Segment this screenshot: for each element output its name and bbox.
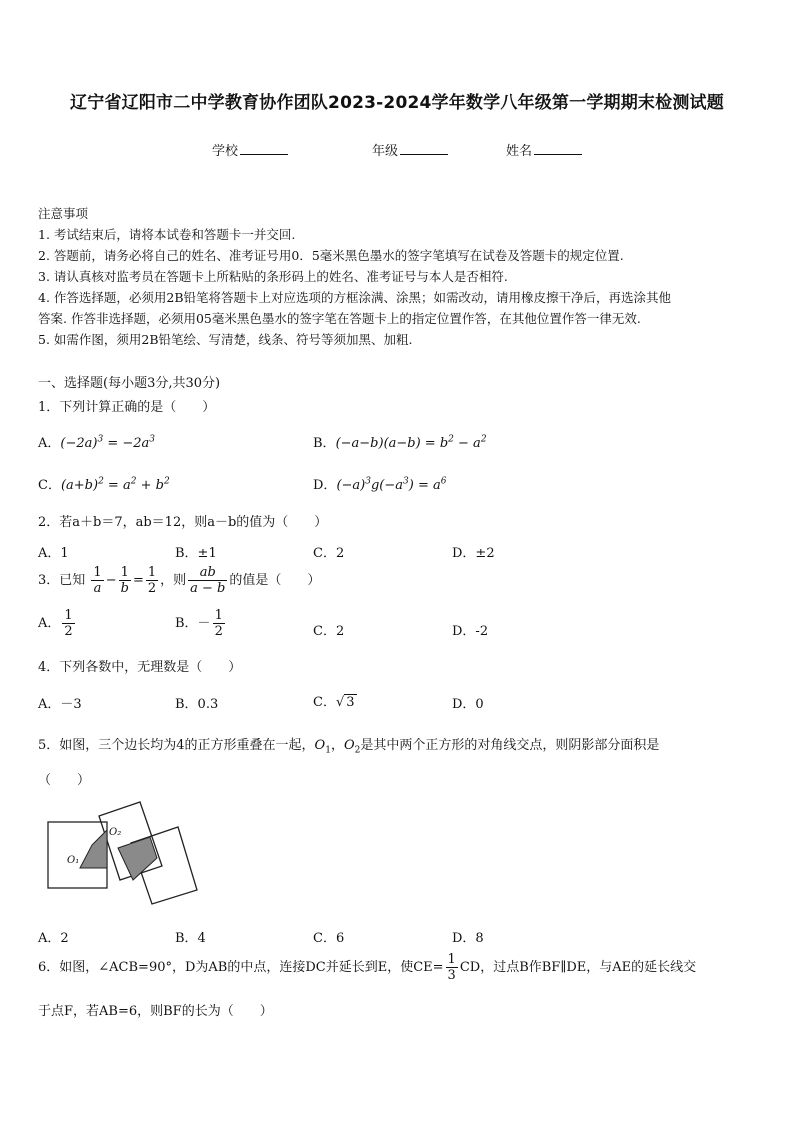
q5-option-b: B．4 <box>175 931 206 946</box>
q2-option-b: B．±1 <box>175 546 217 561</box>
question-1-stem: 1．下列计算正确的是（ ） <box>38 400 216 415</box>
q4-option-d: D．0 <box>452 697 484 712</box>
q2-option-d: D．±2 <box>452 546 495 561</box>
section-heading: 一、选择题(每小题3分,共30分) <box>38 376 221 391</box>
q1-option-b: B．$(-a-b)(a-b) = b^2 - a^2$ <box>313 434 487 451</box>
question-4-stem: 4．下列各数中，无理数是（ ） <box>38 660 242 675</box>
label-o1: O₁ <box>67 855 80 866</box>
q5-option-d: D．8 <box>452 931 484 946</box>
question-5-stem: 5．如图，三个边长均为4的正方形重叠在一起，$O_1$，$O_2$是其中两个正方形的对角线交点，则阴影部分面积是 <box>38 738 660 756</box>
q1-option-c: C．$(a+b)^2 = a^2 + b^2$ <box>38 476 170 493</box>
shaded-region-2 <box>118 837 157 880</box>
school-label: 学校 <box>212 144 239 159</box>
squares-figure <box>40 800 210 910</box>
grade-label: 年级 <box>372 144 399 159</box>
note-line: 1. 考试结束后，请将本试卷和答题卡一并交回. <box>38 227 296 242</box>
q3-option-b: B．－ $\frac{1}{2}$ <box>175 608 223 639</box>
q5-option-a: A．2 <box>38 931 69 946</box>
q4-option-c: C．√ 3 <box>313 695 355 710</box>
question-2-stem: 2．若a＋b＝7，ab＝12，则a－b的值为（ ） <box>38 515 328 530</box>
note-line: 3. 请认真核对监考员在答题卡上所粘贴的条形码上的姓名、准考证号与本人是否相符. <box>38 269 508 284</box>
grade-field <box>372 140 448 159</box>
name-blank <box>534 142 582 155</box>
school-field <box>212 140 288 159</box>
school-blank <box>240 142 288 155</box>
question-6-stem: 6．如图，∠ACB=90°，D为AB的中点，连接DC并延长到E，使CE= $\frac{1}{3}$ CD，过点B作BF∥DE，与AE的延长线交 <box>38 952 697 983</box>
q2-option-a: A．1 <box>38 546 69 561</box>
note-line: 4. 作答选择题，必须用2B铅笔将答题卡上对应选项的方框涂满、涂黑；如需改动，请用橡皮擦干净后，再选涂其他 <box>38 290 672 305</box>
q1-option-d: D．$(-a)^3g(-a^3) = a^6$ <box>313 476 447 493</box>
q1-option-a: A．$(-2a)^3 = -2a^3$ <box>38 434 155 451</box>
label-o2: O₂ <box>109 827 122 838</box>
shaded-region-1 <box>80 830 107 868</box>
note-line: 5. 如需作图，须用2B铅笔绘、写清楚，线条、符号等须加黑、加粗. <box>38 332 413 347</box>
question-6-line2: 于点F，若AB=6，则BF的长为（ ） <box>38 1004 273 1019</box>
note-line: 答案. 作答非选择题，必须用05毫米黑色墨水的签字笔在答题卡上的指定位置作答，在其他位置作答一律无效. <box>38 311 641 326</box>
q3-option-c: C．2 <box>313 624 345 639</box>
grade-blank <box>400 142 448 155</box>
page-title: 辽宁省辽阳市二中学教育协作团队2023-2024学年数学八年级第一学期期末检测试题 <box>70 93 724 113</box>
q3-option-d: D．-2 <box>452 624 489 639</box>
note-line: 2. 答题前，请务必将自己的姓名、准考证号用0．5毫米黑色墨水的签字笔填写在试卷及答题卡的规定位置. <box>38 248 624 263</box>
q3-option-a: A． $\frac{1}{2}$ <box>38 608 73 639</box>
notes-heading: 注意事项 <box>38 206 89 221</box>
name-field <box>506 140 582 159</box>
question-5-paren: （ ） <box>38 773 91 788</box>
name-label: 姓名 <box>506 144 533 159</box>
question-3-stem: 3．已知 $\frac{1}{a}$ − $\frac{1}{b}$ = $\frac{1}{2}$ ，则 $\frac{ab}{a - b}$ 的值是（ ） <box>38 565 321 596</box>
q4-option-a: A．－3 <box>38 697 82 712</box>
q2-option-c: C．2 <box>313 546 345 561</box>
q4-option-b: B．0.3 <box>175 697 219 712</box>
q5-option-c: C．6 <box>313 931 345 946</box>
